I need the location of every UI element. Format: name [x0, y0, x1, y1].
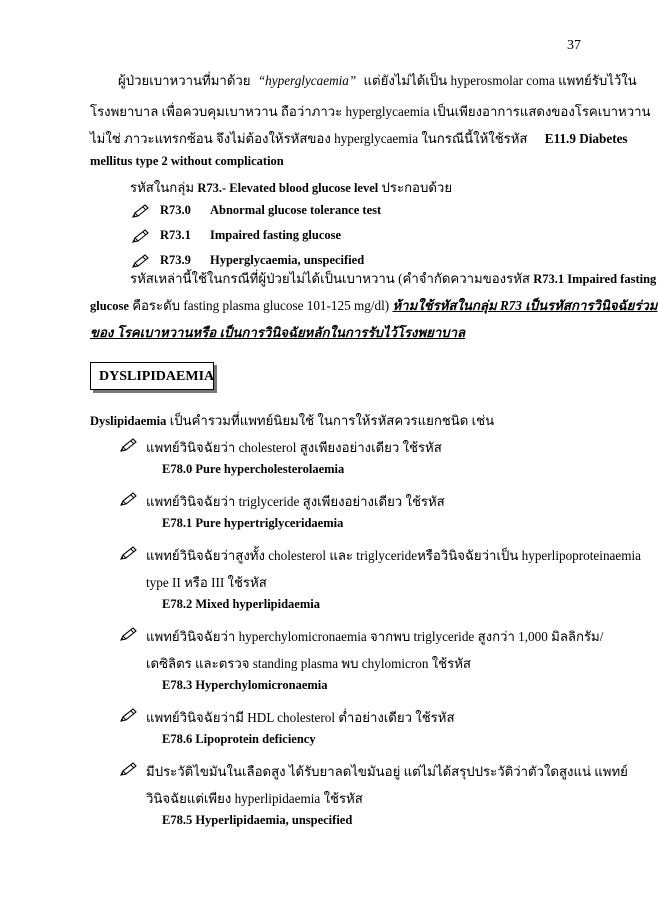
pencil-icon	[120, 708, 138, 722]
para2-line1	[130, 268, 656, 289]
r73-item-desc: Hyperglycaemia, unspecified	[210, 253, 365, 267]
pencil-icon	[120, 438, 138, 452]
dys-item-text: วินิจฉัยแต่เพียง hyperlipidaemia ใช้รหัส	[146, 791, 363, 806]
dys-item-text: เดซิลิตร และตรวจ standing plasma พบ chylomicron ใช้รหัส	[146, 656, 471, 671]
hyperglycaemia-term: “hyperglycaemia”	[257, 73, 357, 88]
r73-intro	[130, 177, 452, 198]
para1-line4: mellitus type 2 without complication	[90, 154, 284, 168]
dys-term: Dyslipidaemia	[90, 414, 167, 428]
para1-line1-text: ผู้ป่วยเบาหวานที่มาด้วย	[118, 73, 251, 88]
warning-text: ห้ามใช้รหัสในกลุ่ม R73 เป็นรหัสการวินิจฉัยร่วม	[392, 298, 658, 313]
pencil-icon	[120, 627, 138, 641]
dys-item-text: แพทย์วินิจฉัยว่ามี HDL cholesterol ต่ำอย่างเดียว ใช้รหัส	[146, 710, 455, 725]
r73-item-desc: Impaired fasting glucose	[210, 228, 342, 242]
e11-9-code: E11.9 Diabetes	[544, 131, 628, 146]
dys-item-text: แพทย์วินิจฉัยว่าสูงทั้ง cholesterol และ triglycerideหรือวินิจฉัยว่าเป็น hyperlipoproteinaemia	[146, 548, 642, 563]
pencil-icon	[120, 546, 138, 560]
r73-intro-c: ประกอบด้วย	[381, 180, 453, 195]
para1-line3-text: ไม่ใช่ ภาวะแทรกซ้อน จึงไม่ต้องให้รหัสของ hyperglycaemia ในกรณีนี้ให้ใช้รหัส	[90, 131, 528, 146]
para1-line2: โรงพยาบาล เพื่อควบคุมเบาหวาน ถือว่าภาวะ hyperglycaemia เป็นเพียงอาการแสดงของโรคเบาหวาน	[90, 104, 651, 119]
dys-item-code: E78.2 Mixed hyperlipidaemia	[162, 597, 320, 611]
dys-item-text: type II หรือ III ใช้รหัส	[146, 575, 267, 590]
dys-item-code: E78.3 Hyperchylomicronaemia	[162, 678, 328, 692]
pencil-icon	[132, 204, 150, 218]
pencil-icon	[132, 229, 150, 243]
para2-line2	[90, 295, 658, 316]
glucose-word: glucose	[90, 299, 129, 313]
para2-line1-text: รหัสเหล่านี้ใช้ในกรณีที่ผู้ป่วยไม่ได้เป็นเบาหวาน (คำจำกัดความของรหัส	[130, 271, 530, 286]
r73-group-code: R73.- Elevated blood glucose level	[197, 181, 379, 195]
r73-item-code: R73.1	[160, 228, 191, 242]
para1-line3	[90, 128, 628, 149]
para2-line3: ของ โรคเบาหวานหรือ เป็นการวินิจฉัยหลักในการรับไว้โรงพยาบาล	[90, 325, 466, 340]
para1-line1	[118, 70, 637, 91]
pencil-icon	[132, 254, 150, 268]
dys-intro-text: เป็นคำรวมที่แพทย์นิยมใช้ ในการให้รหัสควรแยกชนิด เช่น	[169, 413, 495, 428]
r73-1-code: R73.1 Impaired fasting	[533, 272, 657, 286]
pencil-icon	[120, 492, 138, 506]
dys-item-text: มีประวัติไขมันในเลือดสูง ได้รับยาลดไขมันอยู่ แต่ไม่ได้สรุปประวัติว่าตัวใดสูงแน่ แพทย์	[146, 764, 628, 779]
para1-line1-text-b: แต่ยังไม่ได้เป็น hyperosmolar coma แพทย์รับไว้ใน	[363, 73, 637, 88]
page-number: 37	[567, 38, 581, 53]
dys-item-text: แพทย์วินิจฉัยว่า hyperchylomicronaemia จากพบ triglyceride สูงกว่า 1,000 มิลลิกรัม/	[146, 629, 604, 644]
dys-intro	[90, 410, 494, 431]
dys-item-code: E78.0 Pure hypercholesterolaemia	[162, 462, 345, 476]
para2-line2-text: คือระดับ fasting plasma glucose 101-125 mg/dl)	[132, 298, 390, 313]
r73-item-code: R73.9	[160, 253, 191, 267]
dys-item-code: E78.6 Lipoprotein deficiency	[162, 732, 316, 746]
r73-item-code: R73.0	[160, 203, 191, 217]
r73-intro-a: รหัสในกลุ่ม	[130, 180, 195, 195]
dys-item-text: แพทย์วินิจฉัยว่า triglyceride สูงเพียงอย่างเดียว ใช้รหัส	[146, 494, 445, 509]
section-heading-dyslipidaemia: DYSLIPIDAEMIA	[90, 362, 214, 390]
pencil-icon	[120, 762, 138, 776]
dys-item-text: แพทย์วินิจฉัยว่า cholesterol สูงเพียงอย่างเดียว ใช้รหัส	[146, 440, 442, 455]
dys-item-code: E78.5 Hyperlipidaemia, unspecified	[162, 813, 353, 827]
r73-item-desc: Abnormal glucose tolerance test	[210, 203, 382, 217]
dys-item-code: E78.1 Pure hypertriglyceridaemia	[162, 516, 344, 530]
